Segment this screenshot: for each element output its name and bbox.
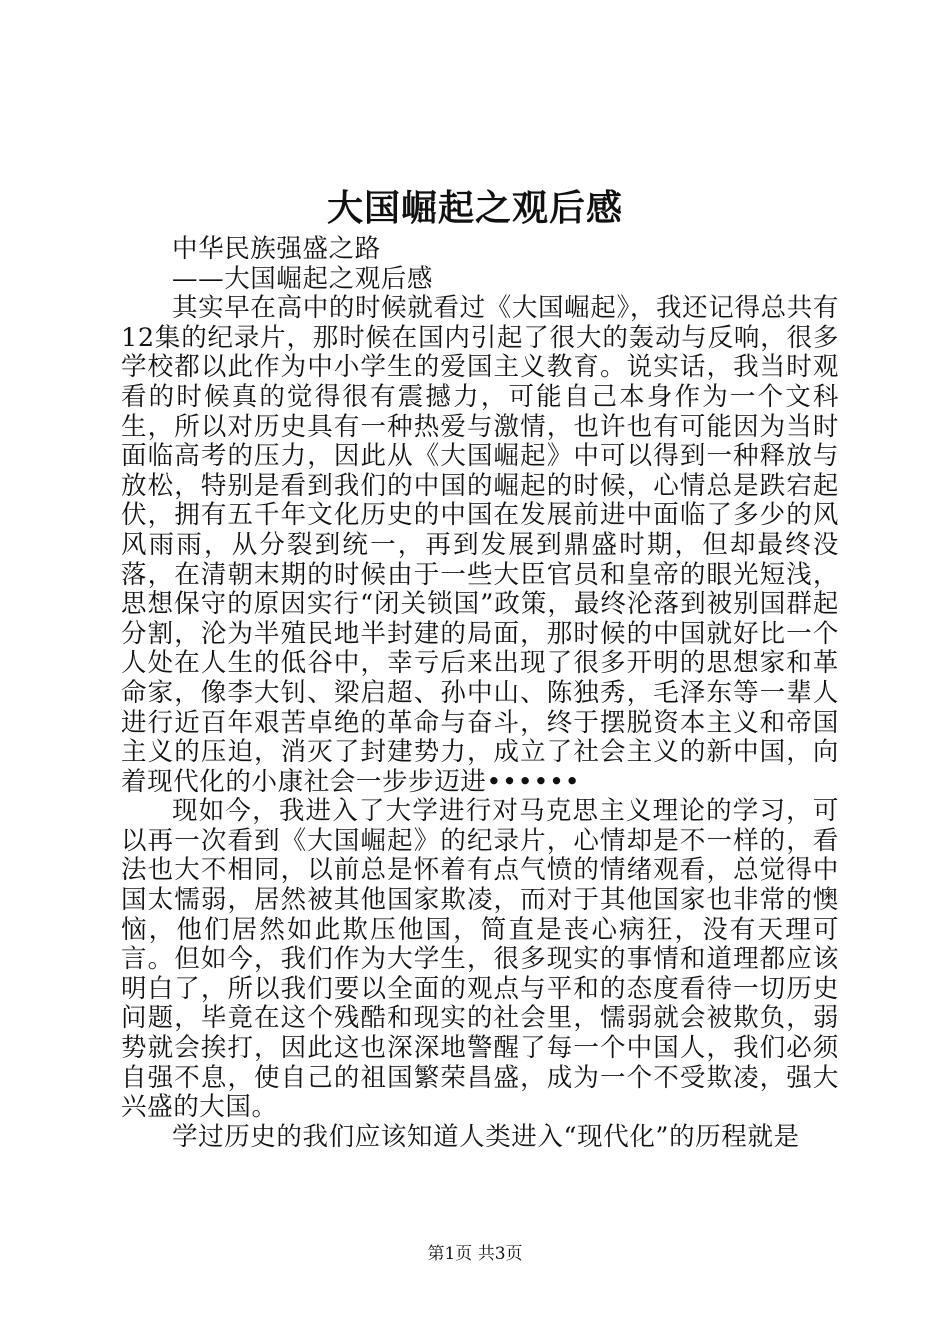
body-paragraph-2: 现如今，我进入了大学进行对马克思主义理论的学习，可以再一次看到《大国崛起》的纪录片，心情却是不一样的，看法也大不相同，以前总是怀着有点气愤的情绪观看，总觉得中国太懦弱，居然被其他国家欺凌，而对于其他国家也非常的懊恼，他们居然如此欺压他国，简直是丧心病狂，没有天理可言。但如今，我们作为大学生，很多现实的事情和道理都应该明白了，所以我们要以全面的观点与平和的态度看待一切历史问题，毕竟在这个残酷和现实的社会里，懦弱就会被欺负，弱势就会挨打，因此这也深深地警醒了每一个中国人，我们必须自强不息，使自己的祖国繁荣昌盛，成为一个不受欺凌，强大兴盛的大国。 xyxy=(121,796,839,1123)
document-title: 大国崛起之观后感 xyxy=(326,187,623,229)
body-paragraph-3: 学过历史的我们应该知道人类进入“现代化”的历程就是 xyxy=(172,1121,800,1152)
subtitle-line-1: 中华民族强盛之路 xyxy=(172,234,381,264)
subtitle-line-2: ——大国崛起之观后感 xyxy=(172,263,434,294)
page-footer-number: 第1页 共3页 xyxy=(427,1244,523,1264)
document-body xyxy=(121,235,839,1152)
body-paragraph-1: 其实早在高中的时候就看过《大国崛起》，我还记得总共有12集的纪录片，那时候在国内引起了很大的轰动与反响，很多学校都以此作为中小学生的爱国主义教育。说实话，我当时观看的时候真的觉得很有震撼力，可能自己本身作为一个文科生，所以对历史具有一种热爱与激情，也许也有可能因为当时面临高考的压力，因此从《大国崛起》中可以得到一种释放与放松，特别是看到我们的中国的崛起的时候，心情总是跌宕起伏，拥有五千年文化历史的中国在发展前进中面临了多少的风风雨雨，从分裂到统一，再到发展到鼎盛时期，但却最终没落，在清朝末期的时候由于一些大臣官员和皇帝的眼光短浅，思想保守的原因实行“闭关锁国”政策，最终沦落到被别国群起分割，沦为半殖民地半封建的局面，那时候的中国就好比一个人处在人生的低谷中，幸亏后来出现了很多开明的思想家和革命家，像李大钊、梁启超、孙中山、陈独秀，毛泽东等一辈人进行近百年艰苦卓绝的革命与奋斗，终于摆脱资本主义和帝国主义的压迫，消灭了封建势力，成立了社会主义的新中国，向着现代化的小康社会一步步迈进•••••• xyxy=(121,293,839,797)
